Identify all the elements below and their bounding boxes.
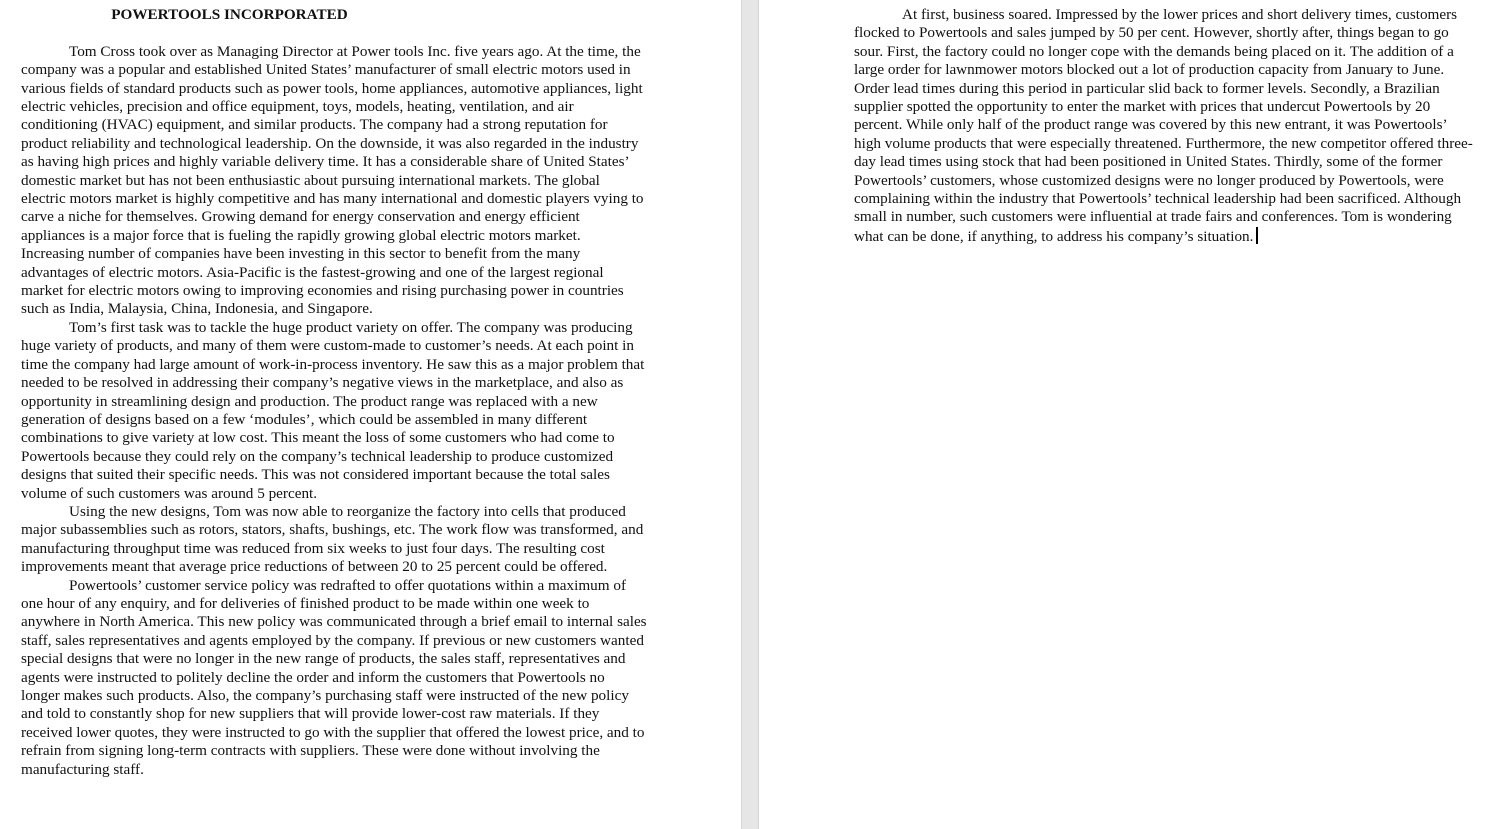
paragraph-product-variety[interactable]: Tom’s first task was to tackle the huge product variety on offer. The company was producing huge variety of products, and many of them were custom-made to customer’s needs. At each point in time the company had large amount of work-in-process inventory. He saw this as a major problem that needed to be resolved in addressing their company’s negative views in the marketplace, and also as opportunity in streamlining design and production. The product range was replaced with a new generation of designs based on a few ‘modules’, which could be assembled in many different combinations to give variety at low cost. This meant the loss of some customers who had come to Powertools because they could rely on the company’s technical leadership to produce customized designs that suited their specific needs. This was not considered important because the total sales volume of such customers was around 5 percent. bbox=[21, 318, 645, 502]
document-page-right[interactable] bbox=[759, 0, 1486, 829]
paragraph-customer-service-policy[interactable]: Powertools’ customer service policy was redrafted to offer quotations within a maximum of one hour of any enquiry, and for deliveries of finished product to be made within one week to anywhere in North America. This new policy was communicated through a brief email to internal sales staff, sales representatives and agents employed by the company. If previous or new customers wanted special designs that were no longer in the new range of products, the sales staff, representatives and agents were instructed to politely decline the order and inform the customers that Powertools no longer makes such products. Also, the company’s purchasing staff were instructed of the new policy and told to constantly shop for new suppliers that will provide lower-cost raw materials. If they received lower quotes, they were instructed to go with the supplier that offered the lowest price, and to refrain from signing long-term contracts with suppliers. These were done without involving the manufacturing staff. bbox=[21, 576, 647, 778]
page-gap bbox=[741, 0, 759, 829]
paragraph-outcome[interactable] bbox=[854, 6, 1476, 246]
document-page-left[interactable] bbox=[0, 0, 741, 829]
paragraph-intro[interactable]: Tom Cross took over as Managing Director at Power tools Inc. five years ago. At the time, the company was a popular and established United States’ manufacturer of small electric motors used in various fields of standard products such as power tools, home appliances, automotive appliances, light electric vehicles, precision and office equipment, toys, models, heating, ventilation, and air conditioning (HVAC) equipment, and similar products. The company had a strong reputation for product reliability and technological leadership. On the downside, it was also regarded in the industry as having high prices and highly variable delivery time. It has a considerable share of United States’ domestic market but has not been enthusiastic about pursuing international markets. The global electric motors market is highly competitive and has many international and domestic players vying to carve a niche for themselves. Growing demand for energy conservation and energy efficient appliances is a major force that is fueling the rapidly growing global electric motors market. Increasing number of companies have been investing in this sector to benefit from the many advantages of electric motors. Asia-Pacific is the fastest-growing and one of the largest regional market for electric motors owing to improving economies and rising purchasing power in countries such as India, Malaysia, China, Indonesia, and Singapore. bbox=[21, 42, 644, 318]
paragraph-outcome-text[interactable]: At first, business soared. Impressed by the lower prices and short delivery times, customers flocked to Powertools and sales jumped by 50 per cent. However, shortly after, things began to go sour. First, the factory could no longer cope with the demands being placed on it. The addition of a large order for lawnmower motors blocked out a lot of production capacity from January to June. Order lead times during this period in particular slid back to former levels. Secondly, a Brazilian supplier spotted the opportunity to enter the market with prices that undercut Powertools by 20 percent. While only half of the product range was covered by this new entrant, it was Powertools’ high volume products that were especially threatened. Furthermore, the new competitor offered three-day lead times using stock that had been positioned in United States. Thirdly, some of the former Powertools’ customers, whose customized designs were no longer produced by Powertools, were complaining within the industry that Powertools’ technical leadership had been sacrificed. Although small in number, such customers were influential at trade fairs and conferences. Tom is wondering what can be done, if anything, to address his company’s situation. bbox=[854, 6, 1473, 245]
text-cursor bbox=[1256, 227, 1258, 244]
document-title[interactable]: POWERTOOLS INCORPORATED bbox=[111, 6, 348, 23]
page-body-right[interactable] bbox=[854, 6, 1476, 246]
paragraph-factory-reorganization[interactable]: Using the new designs, Tom was now able to reorganize the factory into cells that produced major subassemblies such as rotors, stators, shafts, bushings, etc. The work flow was transformed, and manufacturing throughput time was reduced from six weeks to just four days. The resulting cost improvements meant that average price reductions of between 20 to 25 percent could be offered. bbox=[21, 502, 644, 576]
page-body-left[interactable] bbox=[21, 6, 647, 779]
